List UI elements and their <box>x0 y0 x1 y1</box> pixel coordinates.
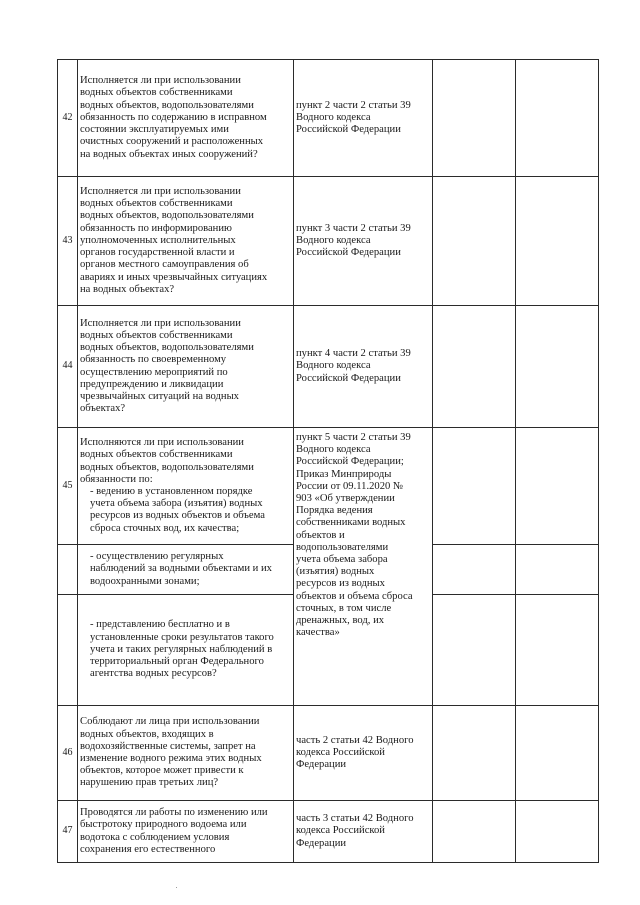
scan-speck <box>176 887 177 888</box>
text-line: Соблюдают ли лица при использовании <box>80 716 260 728</box>
text-line: - ведению в установленном порядке <box>90 486 253 497</box>
table-row <box>58 60 599 177</box>
text-line: обязанности по: <box>80 473 153 485</box>
text-line: учета и таких регулярных наблюдений в <box>90 643 273 655</box>
text-line: качества» <box>296 627 340 639</box>
question-cell <box>78 306 294 428</box>
text-line: объектов и объема сброса <box>296 590 413 602</box>
text-line: водных объектов, водопользователями <box>80 210 254 222</box>
text-line: органов местного самоуправления об <box>80 259 249 271</box>
row-number-empty <box>58 545 78 595</box>
row-number-empty <box>58 595 78 706</box>
text-line: очистных сооружений и расположенных <box>80 136 264 148</box>
question-cell <box>78 60 294 177</box>
text-line: изменение водного режима этих водных <box>80 753 262 764</box>
text-line: водохозяйственные системы, запрет на <box>80 740 256 752</box>
question-cell <box>78 706 294 801</box>
answer-cell <box>433 706 516 801</box>
question-cell <box>78 595 294 706</box>
legal-reference-cell <box>294 177 433 306</box>
row-number: 45 <box>58 428 78 545</box>
text-line: водотока с соблюдением условия <box>80 831 230 843</box>
legal-reference-cell <box>294 60 433 177</box>
text-line: на водных объектах иных сооружений? <box>80 148 258 160</box>
text-line: водных объектов собственниками <box>80 198 233 210</box>
text-line: Исполняются ли при использовании <box>80 437 244 449</box>
answer-cell <box>433 801 516 863</box>
text-line: наблюдений за водными объектами и их <box>90 563 272 575</box>
answer-cell <box>433 545 516 595</box>
answer-cell <box>433 60 516 177</box>
table-row <box>58 801 599 863</box>
text-line: органов государственной власти и <box>80 247 235 259</box>
text-line: Исполняется ли при использовании <box>80 75 241 87</box>
text-line: - представлению бесплатно и в <box>90 619 230 631</box>
row-number: 42 <box>58 60 78 177</box>
text-line: Российской Федерации; <box>296 456 404 468</box>
note-cell <box>516 60 599 177</box>
text-line: Водного кодекса <box>296 444 371 456</box>
text-line: водных объектов собственниками <box>80 87 233 99</box>
text-line: агентства водных ресурсов? <box>90 668 217 680</box>
text-line: - осуществлению регулярных <box>90 551 224 563</box>
text-line: дренажных, вод, их <box>296 615 385 627</box>
question-cell <box>78 428 294 545</box>
text-line: ресурсов из водных объектов и объема <box>90 510 265 522</box>
row-number: 47 <box>58 801 78 863</box>
text-line: быстротоку природного водоема или <box>80 819 247 831</box>
text-line: Водного кодекса <box>296 360 371 372</box>
note-cell <box>516 306 599 428</box>
text-line: водных объектов, водопользователями <box>80 99 254 111</box>
text-line: водных объектов, водопользователями <box>80 461 254 473</box>
text-line: часть 2 статьи 42 Водного <box>296 734 414 746</box>
text-line: водоохранными зонами; <box>90 575 200 587</box>
text-line: установленные сроки результатов такого <box>90 631 274 643</box>
text-line: Исполняется ли при использовании <box>80 186 241 198</box>
answer-cell <box>433 306 516 428</box>
table-row <box>58 306 599 428</box>
text-line: нарушению прав третьих лиц? <box>80 777 219 789</box>
table-row <box>58 706 599 801</box>
row-number: 44 <box>58 306 78 428</box>
text-line: обязанность по информированию <box>80 222 232 234</box>
text-line: объектах? <box>80 403 126 415</box>
answer-cell <box>433 177 516 306</box>
text-line: водопользователями <box>296 541 389 553</box>
text-line: объектов, которое может привести к <box>80 765 244 777</box>
text-line: сточных, в том числе <box>296 602 392 614</box>
text-line: водных объектов собственниками <box>80 329 233 341</box>
text-line: Порядка ведения <box>296 505 373 517</box>
text-line: осуществлению мероприятий по <box>80 366 228 378</box>
note-cell <box>516 177 599 306</box>
text-line: чрезвычайных ситуаций на водных <box>80 390 239 402</box>
note-cell <box>516 706 599 801</box>
text-line: кодекса Российской <box>296 825 385 837</box>
text-line: обязанность по своевременному <box>80 354 227 366</box>
text-line: Водного кодекса <box>296 234 371 246</box>
text-line: сохранения его естественного <box>80 843 216 855</box>
text-line: часть 3 статьи 42 Водного <box>296 813 414 825</box>
question-cell <box>78 801 294 863</box>
text-line: пункт 4 части 2 статьи 39 <box>296 348 411 360</box>
legal-reference-cell <box>294 801 433 863</box>
row-number: 43 <box>58 177 78 306</box>
text-line: Водного кодекса <box>296 111 371 123</box>
text-line: водных объектов собственниками <box>80 449 233 461</box>
text-line: ресурсов из водных <box>296 578 385 590</box>
text-line: пункт 5 части 2 статьи 39 <box>296 432 411 443</box>
text-line: учета объема забора (изъятия) водных <box>90 498 263 510</box>
legal-reference-cell <box>294 306 433 428</box>
legal-reference-cell <box>294 428 433 706</box>
text-line: 903 «Об утверждении <box>296 493 395 505</box>
note-cell <box>516 801 599 863</box>
table-row <box>58 428 599 545</box>
text-line: водных объектов, входящих в <box>80 728 214 740</box>
note-cell <box>516 595 599 706</box>
text-line: (изъятия) водных <box>296 566 375 578</box>
text-line: Российской Федерации <box>296 372 401 384</box>
text-line: учета объема забора <box>296 554 388 566</box>
text-line: водных объектов, водопользователями <box>80 342 254 354</box>
text-line: Проводятся ли работы по изменению или <box>80 807 268 819</box>
text-line: Приказ Минприроды <box>296 468 392 480</box>
text-line: Российской Федерации <box>296 247 401 259</box>
answer-cell <box>433 428 516 545</box>
question-cell <box>78 545 294 595</box>
text-line: Федерации <box>296 837 347 849</box>
text-line: территориальный орган Федерального <box>90 656 264 668</box>
text-line: России от 09.11.2020 № <box>296 480 404 492</box>
text-line: сброса сточных вод, их качества; <box>90 522 240 534</box>
text-line: обязанность по содержанию в исправном <box>80 111 267 123</box>
answer-cell <box>433 595 516 706</box>
text-line: кодекса Российской <box>296 746 385 758</box>
text-line: Российской Федерации <box>296 124 401 136</box>
text-line: Исполняется ли при использовании <box>80 317 241 329</box>
text-line: авариях и иных чрезвычайных ситуациях <box>80 271 268 283</box>
checklist-table <box>57 59 599 863</box>
text-line: состоянии эксплуатируемых ими <box>80 124 229 136</box>
text-line: пункт 3 части 2 статьи 39 <box>296 222 411 234</box>
note-cell <box>516 428 599 545</box>
legal-reference-cell <box>294 706 433 801</box>
text-line: на водных объектах? <box>80 283 175 295</box>
question-cell <box>78 177 294 306</box>
text-line: объектов и <box>296 529 345 541</box>
note-cell <box>516 545 599 595</box>
text-line: уполномоченных исполнительных <box>80 234 236 246</box>
text-line: предупреждению и ликвидации <box>80 378 224 390</box>
text-line: собственниками водных <box>296 517 406 529</box>
text-line: пункт 2 части 2 статьи 39 <box>296 99 411 111</box>
text-line: Федерации <box>296 759 347 771</box>
row-number: 46 <box>58 706 78 801</box>
table-row <box>58 177 599 306</box>
